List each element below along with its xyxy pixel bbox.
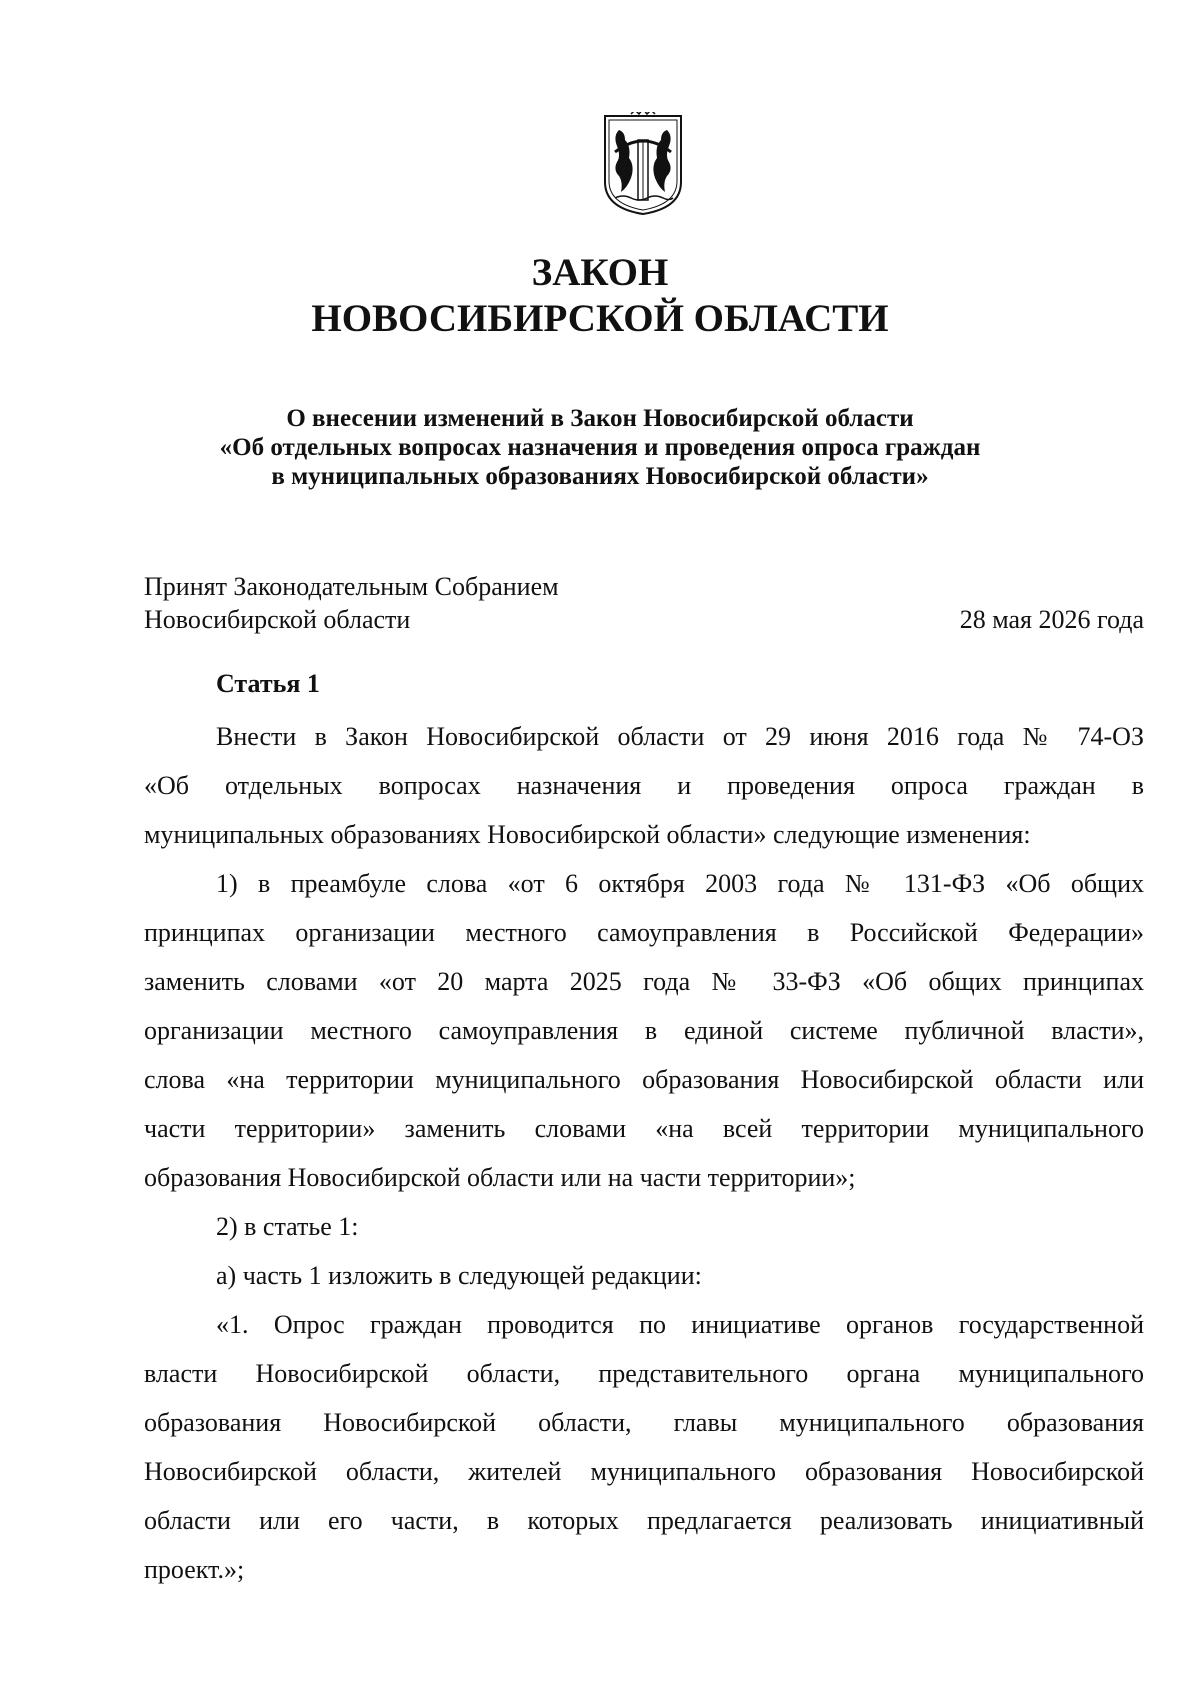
article-line: слова «на территории муниципального образования Новосибирской области или [144, 1065, 1144, 1094]
law-subject-line-2: «Об отдельных вопросах назначения и проведения опроса граждан [219, 434, 981, 461]
law-title-line-2: НОВОСИБИРСКОЙ ОБЛАСТИ [311, 297, 889, 340]
article-line: «Об отдельных вопросах назначения и проведения опроса граждан в [144, 771, 1144, 800]
article-line: проект.»; [144, 1555, 245, 1584]
article-line: «1. Опрос граждан проводится по инициативе органов государственной [216, 1310, 1144, 1339]
article-heading: Статья 1 [216, 669, 320, 698]
law-title-line-1: ЗАКОН [531, 251, 669, 294]
law-subject [0, 404, 1200, 491]
adoption-date: 28 мая 2026 года [959, 605, 1144, 634]
article-line: муниципальных образованиях Новосибирской области» следующие изменения: [144, 820, 1031, 849]
adoption-line-2: Новосибирской области [144, 605, 411, 634]
article-line: 1) в преамбуле слова «от 6 октября 2003 года № 131-ФЗ «Об общих [216, 869, 1144, 898]
novosibirsk-coat-of-arms-icon [601, 112, 685, 216]
article-line: организации местного самоуправления в единой системе публичной власти», [144, 1016, 1144, 1045]
article-line: Новосибирской области, жителей муниципального образования Новосибирской [144, 1457, 1144, 1486]
article-line: образования Новосибирской области или на части территории»; [144, 1163, 856, 1192]
law-subject-line-3: в муниципальных образованиях Новосибирской области» [271, 463, 929, 490]
article-line: 2) в статье 1: [216, 1212, 359, 1241]
article-line: Внести в Закон Новосибирской области от 29 июня 2016 года № 74-ОЗ [216, 722, 1144, 751]
article-line: а) часть 1 изложить в следующей редакции: [216, 1261, 702, 1290]
article-line: образования Новосибирской области, главы муниципального образования [144, 1408, 1144, 1437]
article-line: принципах организации местного самоуправления в Российской Федерации» [144, 918, 1144, 947]
adoption-block [144, 570, 1144, 636]
article-line: власти Новосибирской области, представительного органа муниципального [144, 1359, 1144, 1388]
article-line: части территории» заменить словами «на всей территории муниципального [144, 1114, 1144, 1143]
article-line: области или его части, в которых предлагается реализовать инициативный [144, 1506, 1144, 1535]
article-body [144, 712, 1144, 1594]
law-title [0, 250, 1200, 342]
law-subject-line-1: О внесении изменений в Закон Новосибирской области [286, 405, 914, 432]
article-line: заменить словами «от 20 марта 2025 года № 33-ФЗ «Об общих принципах [144, 967, 1144, 996]
adoption-line-1: Принят Законодательным Собранием [144, 572, 559, 601]
